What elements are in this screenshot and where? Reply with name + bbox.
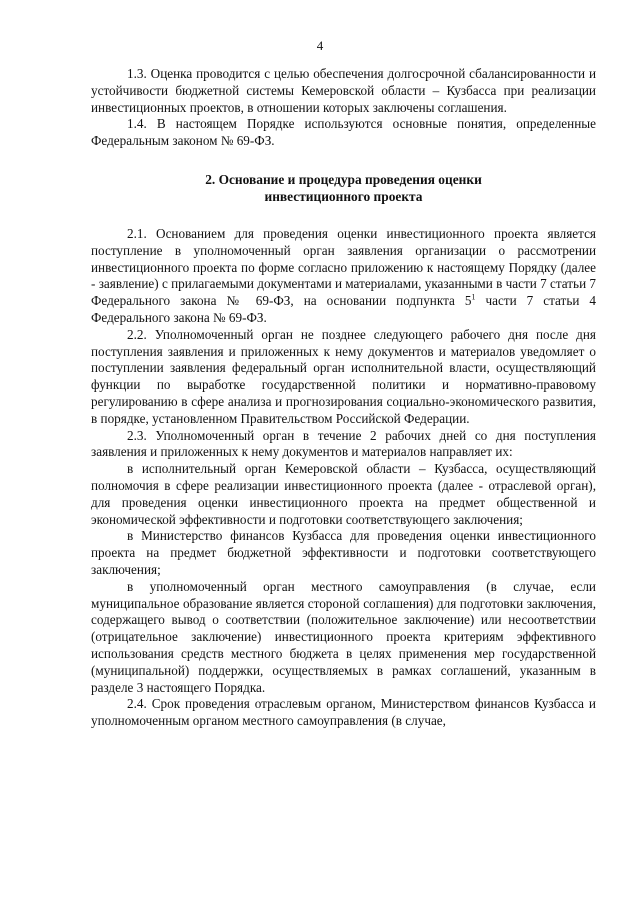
paragraph-2-3-item-a: в исполнительный орган Кемеровской области – Кузбасса, осуществляющий полномочия в сфере реализации инвестиционного проекта (далее - отраслевой орган), для проведения оценки инвестиционного проекта на предмет общественной и экономической эффективности и подготовки соответствующего заключения; bbox=[91, 461, 596, 527]
paragraph-1-3: 1.3. Оценка проводится с целью обеспечения долгосрочной сбалансированности и устойчивости бюджетной системы Кемеровской области – Кузбасса при реализации инвестиционных проектов, в отношении которых заключены соглашения. bbox=[91, 66, 596, 115]
paragraph-2-2: 2.2. Уполномоченный орган не позднее следующего рабочего дня после дня поступления заявления и приложенных к нему документов и материалов уведомляет о поступлении заявления федеральный орган исполнительной власти, осуществляющий функции по выработке государственной политики и нормативно-правовому регулированию в сфере анализа и прогнозирования социально-экономического развития, в порядке, установленном Правительством Российской Федерации. bbox=[91, 326, 596, 426]
paragraph-2-4: 2.4. Срок проведения отраслевым органом, Министерством финансов Кузбасса и уполномоченным органом местного самоуправления (в случае, bbox=[91, 696, 596, 729]
paragraph-2-1-text: 2.1. Основанием для проведения оценки инвестиционного проекта является поступление в уполномоченный орган заявления организации о рассмотрении инвестиционного проекта по форме согласно приложению к настоящему Порядку (далее - заявление) с прилагаемыми документами и материалами, указанными в части 7 статьи 7 Федерального закона № 69-ФЗ, на основании подпункта 5 bbox=[91, 225, 597, 309]
paragraph-2-3: 2.3. Уполномоченный орган в течение 2 рабочих дней со дня поступления заявления и приложенных к нему документов и материалов направляет их: bbox=[91, 427, 596, 460]
paragraph-2-1-text-end: части 7 статьи 4 Федерального закона № 69-ФЗ. bbox=[91, 293, 596, 325]
paragraph-2-3-item-c: в уполномоченный орган местного самоуправления (в случае, если муниципальное образование является стороной соглашения) для подготовки заключения, содержащего вывод о соответствии (положительное заключение) или несоответствии (отрицательное заключение) инвестиционного проекта критериям эффективного использования средств местного бюджета в целях применения мер государственной (муниципальной) поддержки, осуществляемых в рамках соглашений, указанным в разделе 3 настоящего Порядка. bbox=[91, 578, 596, 695]
document-body bbox=[91, 66, 596, 730]
section-2-heading-line-2: инвестиционного проекта bbox=[264, 188, 423, 204]
page-number: 4 bbox=[316, 38, 324, 53]
section-2-heading-line-1: 2. Основание и процедура проведения оценки bbox=[205, 171, 482, 187]
paragraph-2-1 bbox=[91, 226, 596, 327]
paragraph-2-3-item-b: в Министерство финансов Кузбасса для проведения оценки инвестиционного проекта на предмет бюджетной эффективности и подготовки соответствующего заключения; bbox=[91, 528, 596, 577]
paragraph-1-4: 1.4. В настоящем Порядке используются основные понятия, определенные Федеральным законом № 69-ФЗ. bbox=[91, 116, 596, 149]
superscript-1: 1 bbox=[471, 292, 476, 302]
section-2-heading bbox=[91, 171, 596, 205]
